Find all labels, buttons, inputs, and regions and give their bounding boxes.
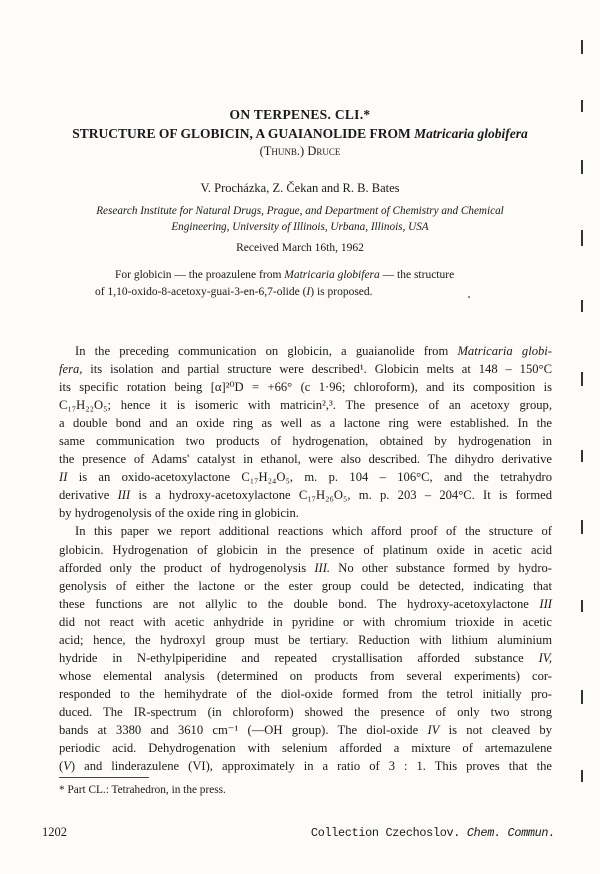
text-line (59, 378, 552, 396)
text-run: whose elemental analysis (determined on products from several experiments) cor- (59, 668, 552, 683)
authors: V. Procházka, Z. Čekan and R. B. Bates (200, 181, 400, 195)
scan-edge-mark (581, 690, 583, 704)
text-run: the presence of Adams' catalyst in ethanol, were also described. The dihydro derivative (59, 452, 552, 467)
text-line (59, 739, 552, 757)
text-run: did not react with acetic anhydride in pyridine or with chromium trioxide in acetic (59, 614, 552, 629)
paper-title-main: STRUCTURE OF GLOBICIN, A GUAIANOLIDE FROM (72, 126, 415, 141)
scan-edge-mark (581, 372, 583, 386)
text-line (59, 577, 552, 595)
scan-edge-mark (581, 100, 583, 112)
series-title: ON TERPENES. CLI.* (229, 107, 371, 122)
scan-speck (468, 296, 470, 298)
text-run: In this paper we report additional reactions which afford proof of the structure of (75, 524, 552, 539)
text-run: same communication two products of hydrogenation, obtained by hydrogenation in (59, 434, 552, 449)
scan-edge-mark (581, 770, 583, 782)
text-run: periodic acid. Dehydrogenation with selenium afforded a mixture of artemazulene (59, 741, 552, 756)
paragraph-1 (59, 342, 552, 522)
text-run: No other substance formed by hydro- (330, 560, 552, 575)
text-italic: IV (427, 722, 440, 737)
text-run: a double bond and an oxide ring as well as a lactone ring were established. In the (59, 416, 552, 431)
text-italic: V (63, 759, 71, 774)
text-line (59, 649, 552, 667)
text-line (59, 504, 552, 522)
abstract-text: of 1,10-oxido-8-acetoxy-guai-3-en-6,7-olide ( (95, 286, 307, 298)
body-text (59, 342, 552, 775)
text-run: its specific rotation being [α]²⁰D = +66° (c 1·96; chloroform), and its composition is (59, 380, 552, 395)
text-line (59, 757, 552, 775)
paper-title-authority: (Thunb.) Druce (259, 144, 341, 158)
text-line (59, 541, 552, 559)
paragraph-2 (59, 522, 552, 775)
text-italic: II (59, 470, 68, 485)
scan-edge-mark (581, 600, 583, 612)
text-italic: III (539, 596, 552, 611)
text-line (59, 342, 552, 360)
footnote-rule (59, 777, 149, 778)
abstract-text: — the structure (379, 269, 455, 281)
text-line (59, 414, 552, 432)
footnote: * Part CL.: Tetrahedron, in the press. (59, 784, 226, 796)
paper-title-species: Matricaria globifera (414, 126, 528, 141)
journal-name-part: Collection Czechoslov. (310, 826, 467, 840)
text-italic: IV, (538, 650, 552, 665)
text-line (59, 667, 552, 685)
scan-edge-mark (581, 230, 583, 246)
text-line (59, 396, 552, 414)
text-line (59, 468, 552, 486)
page-number: 1202 (42, 825, 67, 839)
text-run: these functions are not allylic to the double bond. The hydroxy-acetoxylactone (59, 596, 540, 611)
scan-edge-mark (581, 160, 583, 174)
text-run: is not cleaved by (439, 722, 552, 737)
text-line (59, 721, 552, 739)
text-run: ( (59, 759, 64, 774)
text-line (59, 703, 552, 721)
text-run: globicin. Hydrogenation of globicin in the presence of platinum oxide in acetic acid (59, 542, 552, 557)
text-run: is a hydroxy-acetoxylactone C₁₇H₂₆O₅, m. p. 203 – 204°C. It is formed (130, 488, 553, 503)
text-run: C₁₇H₂₂O₅; hence it is isomeric with matricin²,³. The presence of an acetoxy group, (59, 398, 552, 413)
text-line (59, 685, 552, 703)
text-run: its isolation and partial structure were described¹. Globicin melts at 148 – 150°C (82, 362, 552, 377)
received-date: Received March 16th, 1962 (236, 242, 364, 254)
text-line (59, 595, 552, 613)
scan-edge-mark (581, 40, 583, 54)
text-line (59, 486, 552, 504)
journal-name (311, 826, 555, 840)
text-run: is an oxido-acetoxylactone C₁₇H₂₄O₅, m. p. 104 – 106°C, and the tetrahydro (67, 470, 552, 485)
text-run: bands at 3380 and 3610 cm⁻¹ (—OH group). The diol-oxide (59, 722, 428, 737)
abstract-text: For globicin — the proazulene from (115, 269, 285, 281)
text-italic: III. (314, 560, 331, 575)
text-italic: III (117, 488, 131, 503)
scan-edge-mark (581, 450, 583, 462)
text-run: by hydrogenolysis of the oxide ring in globicin. (59, 506, 299, 521)
scan-edge-mark (581, 300, 583, 312)
text-run: ) and linderazulene (VI), approximately in a ratio of 3 : 1. This proves that the (70, 759, 552, 774)
abstract-line (95, 267, 535, 284)
affiliation-line: Engineering, University of Illinois, Urbana, Illinois, USA (171, 221, 429, 233)
abstract-compound-number: I (306, 286, 311, 298)
text-line (59, 432, 552, 450)
text-run: duced. The IR-spectrum (in chloroform) showed the presence of only two strong (59, 704, 552, 719)
text-run: responded to the hemihydrate of the diol-oxide formed from the tetrol initially pro- (59, 686, 552, 701)
text-italic: fera, (59, 362, 83, 377)
affiliation-line: Research Institute for Natural Drugs, Prague, and Department of Chemistry and Chemical (96, 205, 504, 217)
abstract-species: Matricaria globifera (284, 269, 380, 281)
text-run: hydride in N-ethylpiperidine and repeated crystallisation afforded substance (59, 650, 539, 665)
abstract-line (95, 286, 373, 298)
text-run: afforded only the product of hydrogenolysis (59, 560, 315, 575)
abstract-text: ) is proposed. (310, 286, 373, 298)
affiliation (40, 203, 560, 235)
text-line (59, 450, 552, 468)
text-line (59, 631, 552, 649)
text-run: genolysis of either the lactone or the ester group could be detected, indicating that (59, 578, 552, 593)
text-italic: Matricaria globi- (457, 344, 552, 358)
paper-title (0, 126, 600, 142)
text-line (59, 522, 552, 540)
text-line (59, 360, 552, 378)
text-line (59, 613, 552, 631)
text-line (59, 559, 552, 577)
text-run: acid; hence, the hydroxyl group must be tertiary. Reduction with lithium aluminium (59, 632, 552, 647)
scan-edge-mark (581, 520, 583, 534)
text-run: derivative (59, 488, 118, 503)
text-run: In the preceding communication on globicin, a guaianolide from (75, 344, 458, 358)
journal-name-italic: Chem. Commun. (466, 826, 555, 840)
